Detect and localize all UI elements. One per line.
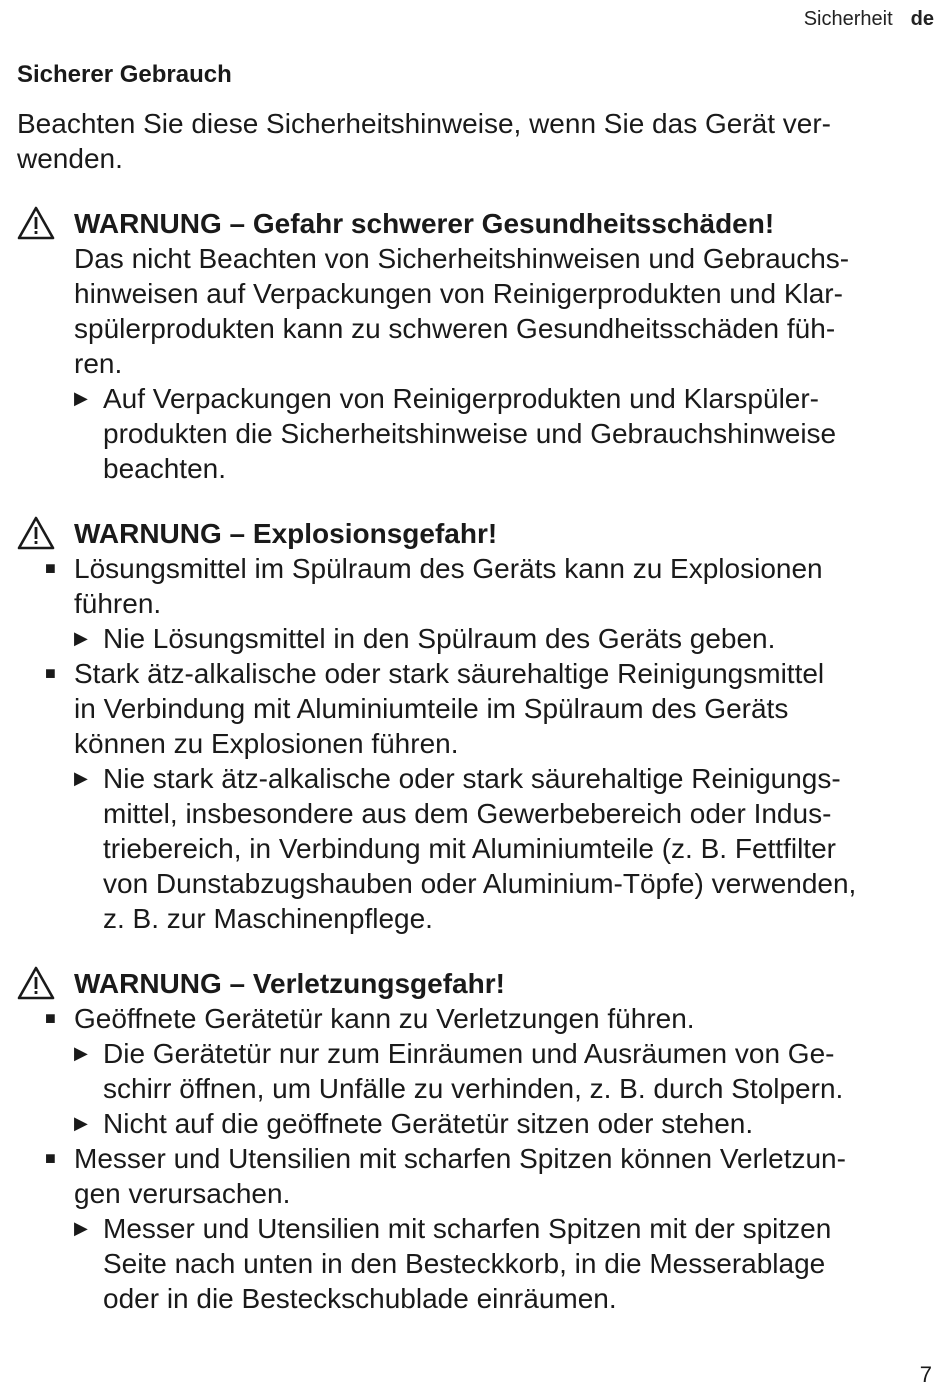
warning-explosion (17, 516, 937, 936)
warning-triangle-icon (17, 206, 55, 240)
bullet-item: ■ Lösungsmittel im Spülraum des Geräts kann zu Explosionen führen. (45, 553, 823, 619)
bullet-square-icon: ■ (45, 558, 56, 578)
action-item: ▶ Nicht auf die geöffnete Gerätetür sitzen oder stehen. (74, 1108, 754, 1139)
bullet-square-icon: ■ (45, 1148, 56, 1168)
warning-title: WARNUNG – Verletzungsgefahr! (17, 966, 937, 1001)
action-arrow-icon: ▶ (74, 768, 88, 788)
warning-triangle-icon (17, 966, 55, 1000)
bullet-item: ■ Geöffnete Gerätetür kann zu Verletzungen führen. (45, 1003, 695, 1034)
action-item: ▶ Nie stark ätz-alkalische oder stark säurehaltige Reinigungs- mittel, insbesondere aus dem Gewerbebereich oder Indus- triebereich, in Verbindung mit Aluminiumteile (z. B. Fettfilter von Dunstabzugshauben oder Aluminium-Töpfe) verwenden, z. B. zur Maschinenpflege. (74, 763, 857, 934)
action-arrow-icon: ▶ (74, 628, 88, 648)
action-arrow-icon: ▶ (74, 1043, 88, 1063)
action-item: ▶ Nie Lösungsmittel in den Spülraum des Geräts geben. (74, 623, 776, 654)
header-section: Sicherheit (803, 8, 893, 30)
action-item: ▶ Auf Verpackungen von Reinigerprodukten und Klarspüler- produkten die Sicherheitshinweise und Gebrauchshinweise beachten. (74, 383, 837, 484)
page-number: 7 (919, 1362, 932, 1387)
document-content (17, 58, 937, 1316)
warning-title: WARNUNG – Gefahr schwerer Gesundheitsschäden! (17, 206, 937, 241)
warning-text: Das nicht Beachten von Sicherheitshinweisen und Gebrauchs- hinweisen auf Verpackungen von Reinigerprodukten und Klar- spülerprodukten kann zu schweren Gesundheitsschäden füh- ren. (74, 243, 850, 379)
action-item: ▶ Die Gerätetür nur zum Einräumen und Ausräumen von Ge- schirr öffnen, um Unfälle zu verhinden, z. B. durch Stolpern. (74, 1038, 844, 1104)
warning-triangle-icon (17, 516, 55, 550)
warning-title: WARNUNG – Explosionsgefahr! (17, 516, 937, 551)
action-item: ▶ Messer und Utensilien mit scharfen Spitzen mit der spitzen Seite nach unten in den Besteckkorb, in die Messerablage oder in die Besteckschublade einräumen. (74, 1213, 832, 1314)
intro-text: Beachten Sie diese Sicherheitshinweise, wenn Sie das Gerät ver- wenden. (17, 108, 831, 174)
header-language: de (910, 8, 934, 30)
bullet-square-icon: ■ (45, 1008, 56, 1028)
section-title: Sicherer Gebrauch (17, 61, 232, 88)
action-arrow-icon: ▶ (74, 388, 88, 408)
bullet-square-icon: ■ (45, 663, 56, 683)
bullet-item: ■ Stark ätz-alkalische oder stark säurehaltige Reinigungsmittel in Verbindung mit Aluminiumteile im Spülraum des Geräts können zu Explosionen führen. (45, 658, 825, 759)
warning-health (17, 206, 937, 486)
action-arrow-icon: ▶ (74, 1218, 88, 1238)
warning-injury (17, 966, 937, 1316)
page-header (804, 8, 934, 31)
bullet-item: ■ Messer und Utensilien mit scharfen Spitzen können Verletzun- gen verursachen. (45, 1143, 846, 1209)
action-arrow-icon: ▶ (74, 1113, 88, 1133)
